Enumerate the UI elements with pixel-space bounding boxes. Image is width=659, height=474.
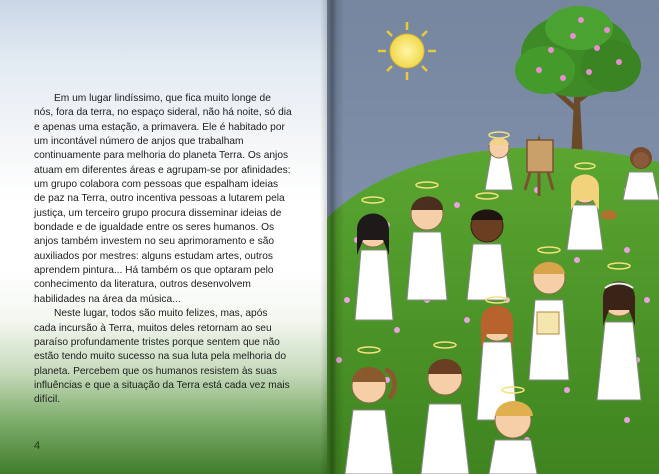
paragraph: Neste lugar, todos são muito felizes, mas, após cada incursão à Terra, muitos deles retornam ao seu paraíso profundamente tristes porque sentem que não estão tendo muito sucesso na sua luta pela melhoria do planeta. Percebem que os humanos resistem às suas influências e que a situação da Terra está cada vez mais difícil. xyxy=(34,308,290,406)
book-gutter-shadow xyxy=(320,0,344,474)
illustration-page xyxy=(327,0,659,474)
page-number: 4 xyxy=(34,440,41,452)
paragraph: Em um lugar lindíssimo, que fica muito longe de nós, fora da terra, no espaço sideral, não há noite, só dia e apenas uma estação, a primavera. Ele é habitado por um incontável número de anjos que trabalham continuamente para melhoria do planeta Terra. Os anjos atuam em diferentes áreas e agrupam-se por afinidades: um grupo colabora com pessoas que espalham ideias de paz na Terra, outro incentiva pessoas a lutarem pela justiça, um terceiro grupo procura disseminar ideias de bondade e de igualdade entre os seres humanos. Os anjos também investem no seu aprimoramento e são auxiliados por mestres: alguns estudam artes, outros aprendem pintura... Há também os que optaram pelo conhecimento da literatura, outros desenvolvem habilidades na área da música... xyxy=(34,93,292,305)
angels-illustration xyxy=(327,0,659,474)
left-page xyxy=(0,0,327,474)
story-text xyxy=(34,92,292,408)
